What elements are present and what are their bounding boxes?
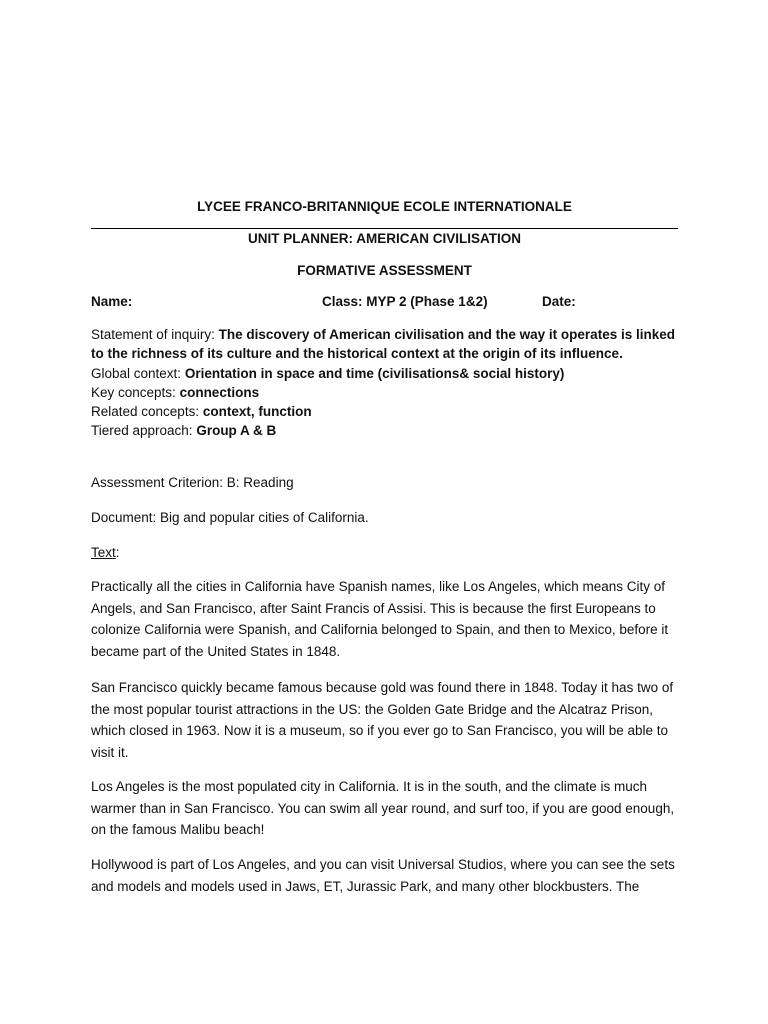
related-concepts: Related concepts: context, function	[91, 404, 312, 420]
text-heading: Text:	[91, 545, 120, 560]
school-name: LYCEE FRANCO-BRITANNIQUE ECOLE INTERNATIONALE	[197, 199, 572, 214]
date-label: Date:	[542, 294, 576, 309]
paragraph-spanish-names: Practically all the cities in California have Spanish names, like Los Angeles, which means City of Angels, and San Francisco, after Saint Francis of Assisi. This is because the first Europeans to colonize California were Spanish, and California belonged to Spain, and then to Mexico, before it became part of the United States in 1848.	[91, 579, 669, 660]
global-context: Global context: Orientation in space and time (civilisations& social history)	[91, 365, 565, 381]
paragraph-los-angeles: Los Angeles is the most populated city in California. It is in the south, and the climate is much warmer than in San Francisco. You can swim all year round, and surf too, if you are good enough, on the famous Malibu beach!	[91, 779, 675, 838]
document-title: Document: Big and popular cities of California.	[91, 510, 369, 525]
header-divider	[91, 228, 678, 229]
tiered-approach: Tiered approach: Group A & B	[91, 423, 277, 439]
statement-of-inquiry: Statement of inquiry: The discovery of American civilisation and the way it operates is linked to the richness of its culture and the historical context at the origin of its influence.	[91, 327, 675, 362]
paragraph-hollywood: Hollywood is part of Los Angeles, and you can visit Universal Studios, where you can see the sets and models and models used in Jaws, ET, Jurassic Park, and many other blockbusters. The	[91, 857, 675, 894]
key-concepts: Key concepts: connections	[91, 384, 260, 400]
student-info-row	[91, 294, 678, 314]
unit-details	[91, 325, 678, 441]
document-page	[91, 0, 678, 1024]
assessment-criterion: Assessment Criterion: B: Reading	[91, 475, 294, 490]
class-label: Class: MYP 2 (Phase 1&2)	[322, 294, 488, 309]
assessment-title: FORMATIVE ASSESSMENT	[297, 263, 472, 278]
paragraph-san-francisco: San Francisco quickly became famous because gold was found there in 1848. Today it has two of the most popular tourist attractions in the US: the Golden Gate Bridge and the Alcatraz Prison, which closed in 1963. Now it is a museum, so if you ever go to San Francisco, you will be able to visit it.	[91, 680, 674, 761]
name-label: Name:	[91, 294, 133, 309]
unit-title: UNIT PLANNER: AMERICAN CIVILISATION	[248, 231, 521, 246]
